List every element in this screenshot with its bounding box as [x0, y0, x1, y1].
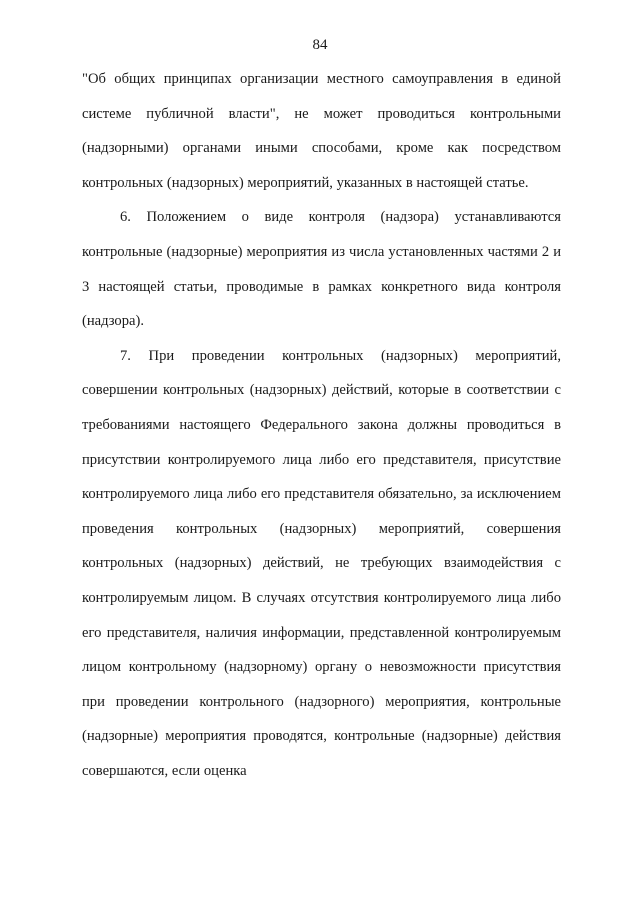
paragraph-continuation: "Об общих принципах организации местного самоуправления в единой системе публичной власти", не может проводиться контрольными (надзорными) органами иными способами, кроме как посредством контрольных (надзорных) мероприятий, указанных в настоящей статье.	[82, 71, 561, 191]
page-number: 84	[312, 37, 328, 53]
paragraph-item-6: 6. Положением о виде контроля (надзора) устанавливаются контрольные (надзорные) мероприятия из числа установленных частями 2 и 3 настоящей статьи, проводимые в рамках конкретного вида контроля (надзора).	[82, 209, 561, 330]
document-body	[82, 62, 561, 788]
paragraph-item-7: 7. При проведении контрольных (надзорных) мероприятий, совершении контрольных (надзорных) действий, которые в соответствии с требованиями настоящего Федерального закона должны проводиться в присутствии контролируемого лица либо его представителя, присутствие контролируемого лица либо его представителя обязательно, за исключением проведения контрольных (надзорных) мероприятий, совершения контрольных (надзорных) действий, не требующих взаимодействия с контролируемым лицом. В случаях отсутствия контролируемого лица либо его представителя, наличия информации, представленной контролируемым лицом контрольному (надзорному) органу о невозможности присутствия при проведении контрольного (надзорного) мероприятия, контрольные (надзорные) мероприятия проводятся, контрольные (надзорные) действия совершаются, если оценка	[82, 347, 561, 779]
